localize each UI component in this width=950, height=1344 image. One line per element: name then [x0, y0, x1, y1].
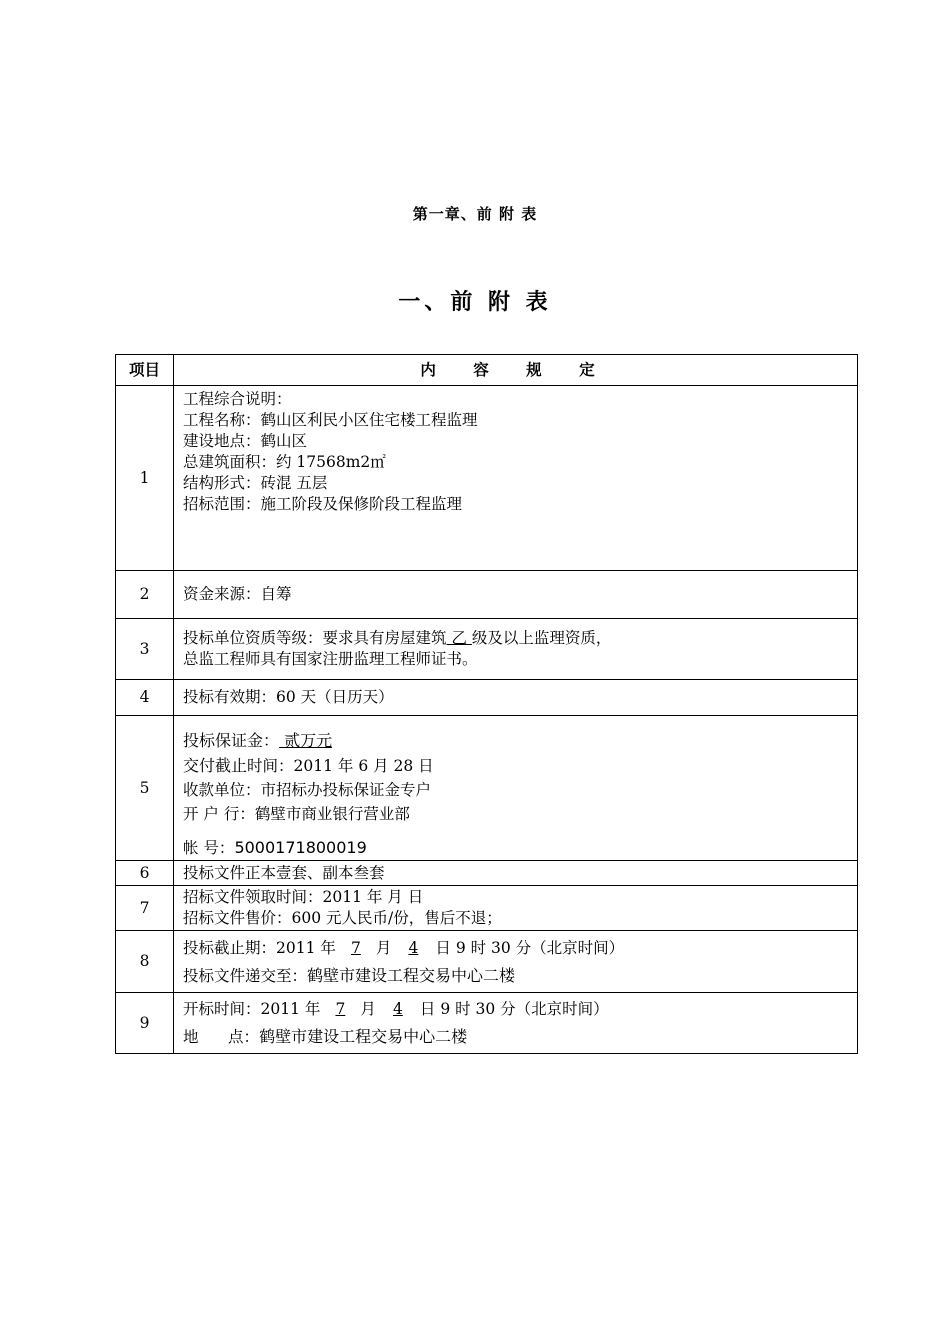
bank: 开 户 行：鹤壁市商业银行营业部 — [183, 805, 410, 823]
row-content — [174, 931, 858, 993]
row-content — [174, 716, 858, 861]
bid-opening-time — [183, 995, 857, 1023]
row-content — [174, 386, 858, 571]
row-number: 2 — [116, 571, 174, 619]
qualification-grade: 乙 — [446, 629, 472, 647]
month-label: 月 — [375, 938, 392, 957]
location-label: 地 点： — [183, 1028, 260, 1046]
bid-copies: 投标文件正本壹套、副本叁套 — [183, 863, 385, 882]
row-number: 5 — [116, 716, 174, 861]
table-row — [116, 993, 858, 1054]
payment-deadline — [183, 754, 857, 778]
row-number: 4 — [116, 680, 174, 716]
row-number: 1 — [116, 386, 174, 571]
bid-bond-amount: 贰万元 — [279, 731, 333, 750]
bid-deadline — [183, 934, 857, 962]
qualification-text-end: 级及以上监理资质， — [471, 629, 612, 647]
row-number: 3 — [116, 619, 174, 680]
bid-validity: 投标有效期：60 天（日历天） — [183, 688, 394, 706]
table-row — [116, 386, 858, 571]
table-header-row — [116, 355, 858, 386]
table-row — [116, 571, 858, 619]
row-number: 8 — [116, 931, 174, 993]
funding-source: 资金来源：自筹 — [183, 585, 292, 603]
table-row — [116, 716, 858, 861]
account-value: 5000171800019 — [234, 838, 367, 857]
structure-type: 结构形式：砖混 五层 — [183, 474, 328, 492]
total-floor-area: 总建筑面积：约 17568m2㎡ — [183, 453, 386, 471]
table-row — [116, 886, 858, 931]
bid-bond-label: 投标保证金： — [183, 731, 280, 750]
bid-bond — [183, 728, 857, 754]
document-collection-time: 招标文件领取时间：2011 年 月 日 — [183, 888, 424, 906]
month-label: 月 — [360, 1000, 376, 1018]
account-number — [183, 836, 857, 860]
bid-deadline-time: 日 9 时 30 分（北京时间） — [435, 938, 625, 957]
table-row — [116, 931, 858, 993]
project-location: 建设地点：鹤山区 — [183, 432, 308, 450]
row-number: 7 — [116, 886, 174, 931]
location-value: 鹤壁市建设工程交易中心二楼 — [259, 1027, 468, 1046]
table-row — [116, 619, 858, 680]
qualification-text: 投标单位资质等级：要求具有房屋建筑 — [183, 629, 447, 647]
row-number: 9 — [116, 993, 174, 1054]
table-row — [116, 680, 858, 716]
bid-deadline-label: 投标截止期：2011 年 — [183, 938, 336, 957]
row-content — [174, 619, 858, 680]
bid-opening-month: 7 — [335, 1000, 346, 1018]
table-row — [116, 861, 858, 886]
row-content — [174, 861, 858, 886]
row-number: 6 — [116, 861, 174, 886]
payment-deadline-value: 时间：2011 年 6 月 28 日 — [247, 757, 434, 775]
bid-opening-location — [183, 1023, 857, 1051]
pre-attached-table — [115, 354, 858, 1054]
project-overview-label: 工程综合说明： — [183, 390, 292, 408]
row-content — [174, 680, 858, 716]
bid-deadline-day: 4 — [408, 938, 419, 957]
submission-location — [183, 962, 857, 990]
bid-opening-day: 4 — [392, 1000, 403, 1018]
account-label: 帐 号： — [183, 839, 235, 857]
submission-label: 投标文件递交至： — [183, 966, 308, 985]
bid-opening-clock: 日 9 时 30 分（北京时间） — [419, 1000, 609, 1018]
row-content — [174, 993, 858, 1054]
submission-place: 鹤壁市建设工程交易中心二楼 — [307, 965, 516, 985]
col-header-item: 项目 — [116, 355, 174, 386]
tender-scope: 招标范围：施工阶段及保修阶段工程监理 — [183, 495, 463, 513]
payment-deadline-label: 交付截止 — [183, 756, 248, 775]
project-name: 工程名称：鹤山区利民小区住宅楼工程监理 — [183, 411, 478, 429]
bidder-qualification — [183, 628, 857, 649]
section-title: 一、前 附 表 — [398, 290, 552, 315]
bid-opening-label: 开标时间：2011 年 — [183, 1000, 321, 1018]
document-price: 招标文件售价：600 元人民币/份，售后不退； — [183, 909, 502, 927]
payee: 收款单位：市招标办投标保证金专户 — [183, 781, 432, 799]
col-header-content: 内 容 规 定 — [174, 355, 858, 386]
row-content — [174, 571, 858, 619]
chief-engineer-requirement: 总监工程师具有国家注册监理工程师证书。 — [183, 650, 478, 668]
row-content — [174, 886, 858, 931]
chapter-title: 第一章、前 附 表 — [412, 205, 538, 223]
bid-deadline-month: 7 — [350, 938, 361, 957]
